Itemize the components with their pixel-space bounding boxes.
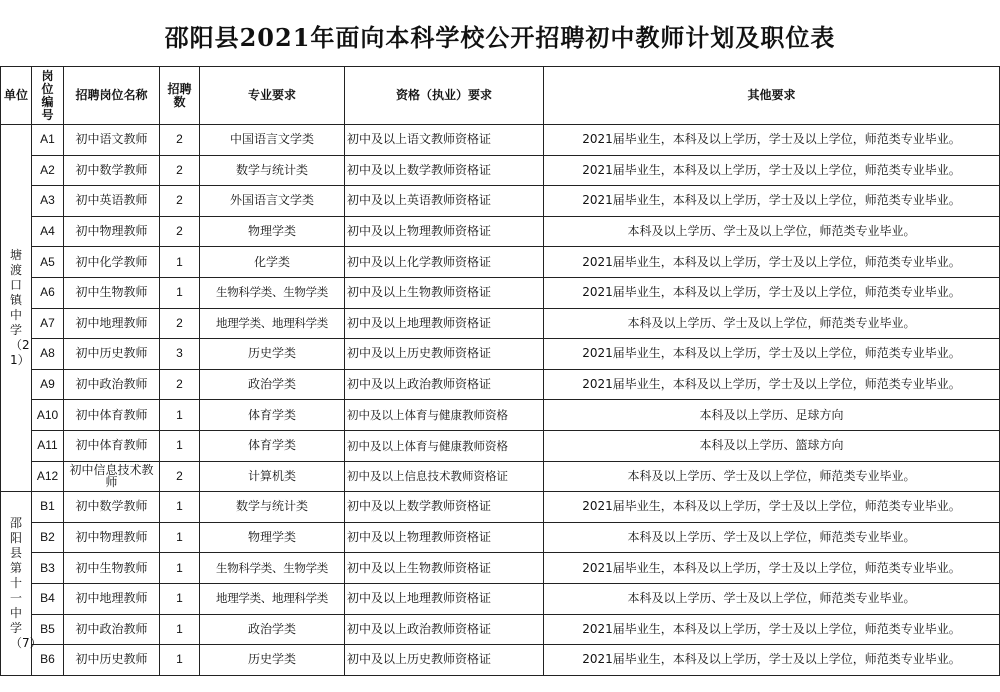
- major-requirement-cell: 化学类: [200, 247, 345, 278]
- unit-cell: [1, 492, 42, 676]
- other-requirement-cell: 本科及以上学历、篮球方向: [544, 430, 1000, 461]
- headcount-cell: 1: [160, 553, 200, 584]
- major-requirement-cell: 体育学类: [200, 400, 345, 431]
- recruitment-table: [0, 66, 1000, 676]
- position-code-cell: A4: [32, 216, 64, 247]
- headcount-cell: 2: [160, 186, 200, 217]
- headcount-cell: 2: [160, 125, 200, 156]
- header-other: 其他要求: [544, 67, 1000, 125]
- table-row: [1, 430, 1000, 461]
- major-requirement-cell: 生物科学类、生物学类: [200, 553, 345, 584]
- unit-label: 邵阳县第十一中学（7）: [10, 515, 42, 650]
- table-row: [1, 400, 1000, 431]
- major-requirement-cell: 政治学类: [200, 614, 345, 645]
- other-requirement-cell: 本科及以上学历、学士及以上学位，师范类专业毕业。: [544, 216, 1000, 247]
- position-name-cell: 初中体育教师: [64, 400, 160, 431]
- headcount-cell: 2: [160, 216, 200, 247]
- major-requirement-cell: 历史学类: [200, 645, 345, 676]
- position-code-cell: A10: [32, 400, 64, 431]
- position-name-cell: 初中化学教师: [64, 247, 160, 278]
- headcount-cell: 2: [160, 461, 200, 492]
- header-code-label: 岗位编号: [41, 68, 54, 122]
- table-row: [1, 522, 1000, 553]
- table-row: [1, 492, 1000, 523]
- table-row: [1, 645, 1000, 676]
- headcount-cell: 1: [160, 492, 200, 523]
- table-row: [1, 339, 1000, 370]
- headcount-cell: 1: [160, 400, 200, 431]
- headcount-cell: 1: [160, 583, 200, 614]
- major-requirement-cell: 体育学类: [200, 430, 345, 461]
- qualification-cell: 初中及以上化学教师资格证: [345, 247, 544, 278]
- other-requirement-cell: 本科及以上学历、学士及以上学位，师范类专业毕业。: [544, 522, 1000, 553]
- qualification-cell: 初中及以上数学教师资格证: [345, 155, 544, 186]
- table-row: [1, 614, 1000, 645]
- header-unit: 单位: [1, 67, 32, 125]
- position-name-cell: 初中数学教师: [64, 155, 160, 186]
- position-name-cell: 初中英语教师: [64, 186, 160, 217]
- qualification-cell: 初中及以上体育与健康教师资格: [345, 430, 544, 461]
- position-name-cell: 初中地理教师: [64, 308, 160, 339]
- qualification-cell: 初中及以上生物教师资格证: [345, 277, 544, 308]
- position-name-cell: 初中生物教师: [64, 553, 160, 584]
- position-code-cell: B6: [32, 645, 64, 676]
- other-requirement-cell: 2021届毕业生，本科及以上学历，学士及以上学位，师范类专业毕业。: [544, 339, 1000, 370]
- table-row: [1, 155, 1000, 186]
- position-name-cell: 初中物理教师: [64, 522, 160, 553]
- position-code-cell: B4: [32, 583, 64, 614]
- qualification-cell: 初中及以上物理教师资格证: [345, 216, 544, 247]
- table-header-row: [1, 67, 1000, 125]
- table-row: [1, 583, 1000, 614]
- major-requirement-cell: 中国语言文学类: [200, 125, 345, 156]
- table-row: [1, 461, 1000, 492]
- position-code-cell: A9: [32, 369, 64, 400]
- table-row: [1, 369, 1000, 400]
- position-code-cell: A8: [32, 339, 64, 370]
- header-post: 招聘岗位名称: [64, 67, 160, 125]
- position-code-cell: A7: [32, 308, 64, 339]
- qualification-cell: 初中及以上物理教师资格证: [345, 522, 544, 553]
- position-code-cell: B2: [32, 522, 64, 553]
- other-requirement-cell: 本科及以上学历、学士及以上学位，师范类专业毕业。: [544, 461, 1000, 492]
- major-requirement-cell: 数学与统计类: [200, 155, 345, 186]
- major-requirement-cell: 政治学类: [200, 369, 345, 400]
- page-title: 邵阳县2021年面向本科学校公开招聘初中教师计划及职位表: [164, 23, 836, 52]
- headcount-cell: 2: [160, 369, 200, 400]
- headcount-cell: 2: [160, 155, 200, 186]
- header-count-label: 招聘数: [167, 81, 192, 109]
- major-requirement-cell: 物理学类: [200, 216, 345, 247]
- other-requirement-cell: 2021届毕业生，本科及以上学历，学士及以上学位，师范类专业毕业。: [544, 369, 1000, 400]
- position-name-cell: 初中体育教师: [64, 430, 160, 461]
- other-requirement-cell: 2021届毕业生，本科及以上学历，学士及以上学位，师范类专业毕业。: [544, 645, 1000, 676]
- other-requirement-cell: 2021届毕业生，本科及以上学历，学士及以上学位，师范类专业毕业。: [544, 492, 1000, 523]
- table-row: [1, 308, 1000, 339]
- position-code-cell: A6: [32, 277, 64, 308]
- position-name-cell: 初中物理教师: [64, 216, 160, 247]
- headcount-cell: 1: [160, 247, 200, 278]
- position-name-cell: 初中生物教师: [64, 277, 160, 308]
- position-code-cell: A3: [32, 186, 64, 217]
- qualification-cell: 初中及以上英语教师资格证: [345, 186, 544, 217]
- table-row: [1, 125, 1000, 156]
- position-name-cell: 初中历史教师: [64, 645, 160, 676]
- position-code-cell: A1: [32, 125, 64, 156]
- other-requirement-cell: 本科及以上学历、学士及以上学位，师范类专业毕业。: [544, 583, 1000, 614]
- table-row: [1, 216, 1000, 247]
- headcount-cell: 1: [160, 614, 200, 645]
- other-requirement-cell: 2021届毕业生，本科及以上学历，学士及以上学位，师范类专业毕业。: [544, 553, 1000, 584]
- major-requirement-cell: 地理学类、地理科学类: [200, 583, 345, 614]
- position-name-cell: 初中地理教师: [64, 583, 160, 614]
- other-requirement-cell: 2021届毕业生，本科及以上学历，学士及以上学位，师范类专业毕业。: [544, 614, 1000, 645]
- table-body: [1, 125, 1000, 676]
- headcount-cell: 1: [160, 277, 200, 308]
- header-major: 专业要求: [200, 67, 345, 125]
- unit-label: 塘渡口镇中学（21）: [10, 248, 30, 368]
- header-qualification: 资格（执业）要求: [345, 67, 544, 125]
- headcount-cell: 1: [160, 522, 200, 553]
- position-name-cell: 初中历史教师: [64, 339, 160, 370]
- qualification-cell: 初中及以上政治教师资格证: [345, 614, 544, 645]
- table-row: [1, 186, 1000, 217]
- other-requirement-cell: 2021届毕业生，本科及以上学历，学士及以上学位，师范类专业毕业。: [544, 247, 1000, 278]
- headcount-cell: 2: [160, 308, 200, 339]
- qualification-cell: 初中及以上地理教师资格证: [345, 583, 544, 614]
- major-requirement-cell: 数学与统计类: [200, 492, 345, 523]
- other-requirement-cell: 2021届毕业生，本科及以上学历，学士及以上学位，师范类专业毕业。: [544, 277, 1000, 308]
- position-code-cell: B1: [32, 492, 64, 523]
- position-name-cell: 初中政治教师: [64, 369, 160, 400]
- headcount-cell: 3: [160, 339, 200, 370]
- major-requirement-cell: 历史学类: [200, 339, 345, 370]
- position-code-cell: A5: [32, 247, 64, 278]
- headcount-cell: 1: [160, 430, 200, 461]
- qualification-cell: 初中及以上历史教师资格证: [345, 645, 544, 676]
- position-name-cell: 初中政治教师: [64, 614, 160, 645]
- other-requirement-cell: 本科及以上学历、足球方向: [544, 400, 1000, 431]
- position-code-cell: B3: [32, 553, 64, 584]
- position-name-cell: 初中信息技术教师: [64, 461, 160, 492]
- qualification-cell: 初中及以上地理教师资格证: [345, 308, 544, 339]
- header-code: [32, 67, 64, 125]
- other-requirement-cell: 2021届毕业生，本科及以上学历，学士及以上学位，师范类专业毕业。: [544, 125, 1000, 156]
- major-requirement-cell: 生物科学类、生物学类: [200, 277, 345, 308]
- unit-cell: [1, 125, 32, 492]
- position-name-cell: 初中数学教师: [64, 492, 160, 523]
- qualification-cell: 初中及以上信息技术教师资格证: [345, 461, 544, 492]
- qualification-cell: 初中及以上生物教师资格证: [345, 553, 544, 584]
- position-code-cell: A11: [32, 430, 64, 461]
- qualification-cell: 初中及以上语文教师资格证: [345, 125, 544, 156]
- header-count: [160, 67, 200, 125]
- qualification-cell: 初中及以上政治教师资格证: [345, 369, 544, 400]
- table-row: [1, 553, 1000, 584]
- qualification-cell: 初中及以上数学教师资格证: [345, 492, 544, 523]
- table-row: [1, 247, 1000, 278]
- position-name-cell: 初中语文教师: [64, 125, 160, 156]
- major-requirement-cell: 外国语言文学类: [200, 186, 345, 217]
- other-requirement-cell: 2021届毕业生，本科及以上学历，学士及以上学位，师范类专业毕业。: [544, 155, 1000, 186]
- table-row: [1, 277, 1000, 308]
- position-code-cell: A2: [32, 155, 64, 186]
- other-requirement-cell: 本科及以上学历、学士及以上学位，师范类专业毕业。: [544, 308, 1000, 339]
- other-requirement-cell: 2021届毕业生，本科及以上学历，学士及以上学位，师范类专业毕业。: [544, 186, 1000, 217]
- qualification-cell: 初中及以上体育与健康教师资格: [345, 400, 544, 431]
- qualification-cell: 初中及以上历史教师资格证: [345, 339, 544, 370]
- position-code-cell: A12: [32, 461, 64, 492]
- major-requirement-cell: 物理学类: [200, 522, 345, 553]
- headcount-cell: 1: [160, 645, 200, 676]
- major-requirement-cell: 地理学类、地理科学类: [200, 308, 345, 339]
- position-code-cell: B5: [32, 614, 64, 645]
- major-requirement-cell: 计算机类: [200, 461, 345, 492]
